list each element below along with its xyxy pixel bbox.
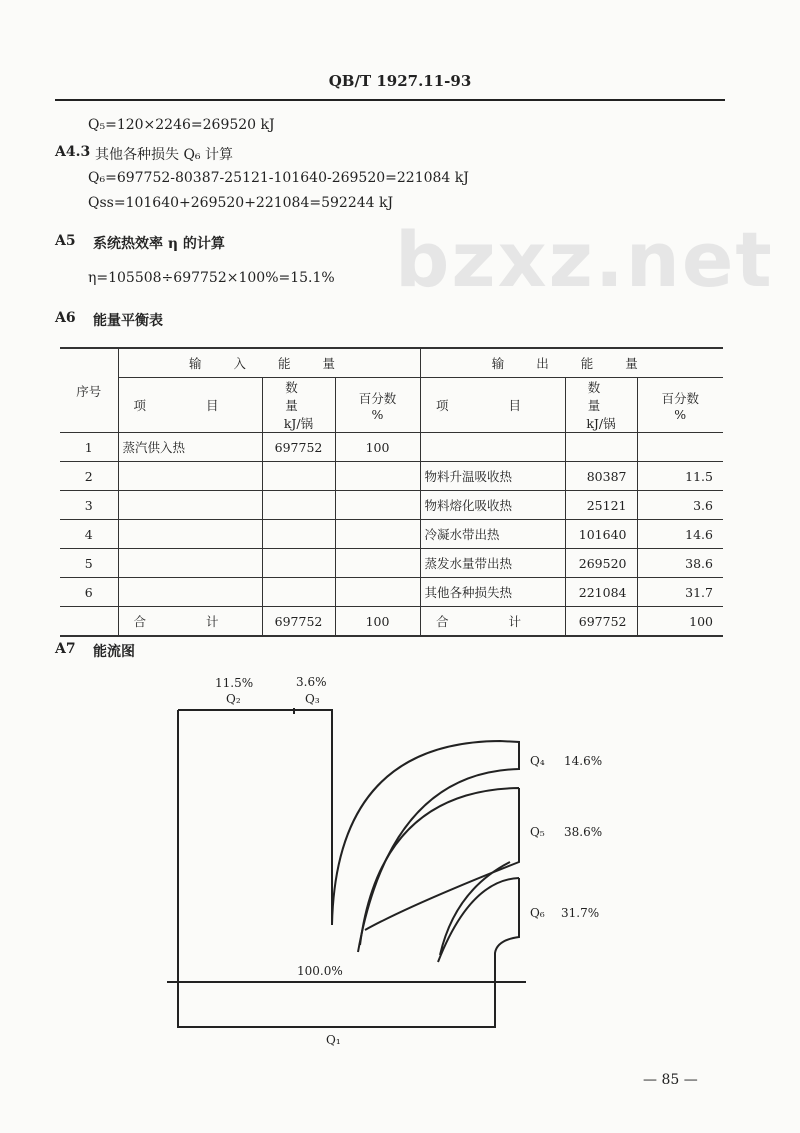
output-qty: 101640: [565, 520, 637, 549]
input-total-qty: 697752: [262, 607, 335, 637]
page-number: — 85 —: [643, 1072, 698, 1088]
qty-label: 数 量: [285, 380, 312, 413]
output-qty: 80387: [565, 462, 637, 491]
row-no: 3: [60, 491, 118, 520]
input-total-label: 合 计: [118, 607, 262, 637]
formula-eta: η=105508÷697752×100%=15.1%: [88, 270, 335, 286]
q6-percent: 31.7%: [561, 906, 600, 920]
section-a6-title: 能量平衡表: [93, 313, 163, 329]
section-a43-title: 其他各种损失 Q₆ 计算: [95, 147, 233, 163]
output-qty: 269520: [565, 549, 637, 578]
output-item: 蒸发水量带出热: [420, 549, 565, 578]
section-a5-number: A5: [55, 233, 76, 249]
qty-label: 数 量: [587, 380, 615, 413]
seq-header: 序号: [60, 348, 118, 433]
row-no: 6: [60, 578, 118, 607]
q2-percent: 11.5%: [215, 676, 254, 690]
output-item: 物料熔化吸收热: [420, 491, 565, 520]
input-qty: 697752: [262, 433, 335, 462]
input-total-pct: 100: [335, 607, 420, 637]
row-no: 5: [60, 549, 118, 578]
qty-unit: kJ/锅: [283, 416, 314, 431]
input-pct: 100: [335, 433, 420, 462]
q6-band: [438, 862, 519, 962]
row-no: 1: [60, 433, 118, 462]
output-energy-header: 输 出 能 量: [420, 348, 723, 378]
row-no: 4: [60, 520, 118, 549]
input-energy-header: 输 入 能 量: [118, 348, 420, 378]
row-no: 2: [60, 462, 118, 491]
output-qty: 221084: [565, 578, 637, 607]
output-pct: 38.6: [637, 549, 723, 578]
output-pct: 14.6: [637, 520, 723, 549]
formula-qss: Qss=101640+269520+221084=592244 kJ: [88, 195, 394, 211]
pct-label: 百分数: [358, 390, 397, 406]
pct-label: 百分数: [661, 390, 699, 406]
q6-label: Q₆: [530, 906, 545, 920]
total-percent: 100.0%: [297, 964, 343, 978]
input-flow-outline: [178, 710, 519, 1027]
output-qty: 25121: [565, 491, 637, 520]
output-item: 冷凝水带出热: [420, 520, 565, 549]
section-a6-number: A6: [55, 310, 76, 326]
output-pct: 31.7: [637, 578, 723, 607]
formula-q5: Q₅=120×2246=269520 kJ: [88, 117, 275, 133]
q4-label: Q₄: [530, 754, 545, 768]
q3-percent: 3.6%: [296, 675, 327, 689]
watermark: bzxz.net: [395, 215, 774, 304]
output-item-header: 项 目: [420, 378, 565, 433]
output-item: 物料升温吸收热: [420, 462, 565, 491]
output-total-label: 合 计: [420, 607, 565, 637]
q2-label: Q₂: [226, 692, 241, 706]
section-a43-number: A4.3: [55, 144, 91, 160]
pct-unit: %: [371, 406, 384, 422]
section-a5-title: 系统热效率 η 的计算: [93, 236, 225, 252]
formula-q6: Q₆=697752-80387-25121-101640-269520=221084 kJ: [88, 170, 469, 186]
q5-label: Q₅: [530, 825, 545, 839]
input-item: 蒸汽供入热: [118, 433, 262, 462]
pct-unit: %: [674, 406, 687, 422]
document-header: QB/T 1927.11-93: [328, 72, 472, 90]
output-pct: 11.5: [637, 462, 723, 491]
output-item: 其他各种损失热: [420, 578, 565, 607]
q4-percent: 14.6%: [564, 754, 603, 768]
section-a7-number: A7: [55, 641, 76, 657]
qty-unit: kJ/锅: [586, 416, 616, 431]
q3-label: Q₃: [305, 692, 320, 706]
section-a7-title: 能流图: [93, 644, 135, 660]
q4-band: [332, 741, 519, 952]
q1-label: Q₁: [326, 1033, 341, 1047]
output-total-pct: 100: [637, 607, 723, 637]
output-pct: 3.6: [637, 491, 723, 520]
q5-percent: 38.6%: [564, 825, 603, 839]
input-item-header: 项 目: [118, 378, 262, 433]
output-total-qty: 697752: [565, 607, 637, 637]
